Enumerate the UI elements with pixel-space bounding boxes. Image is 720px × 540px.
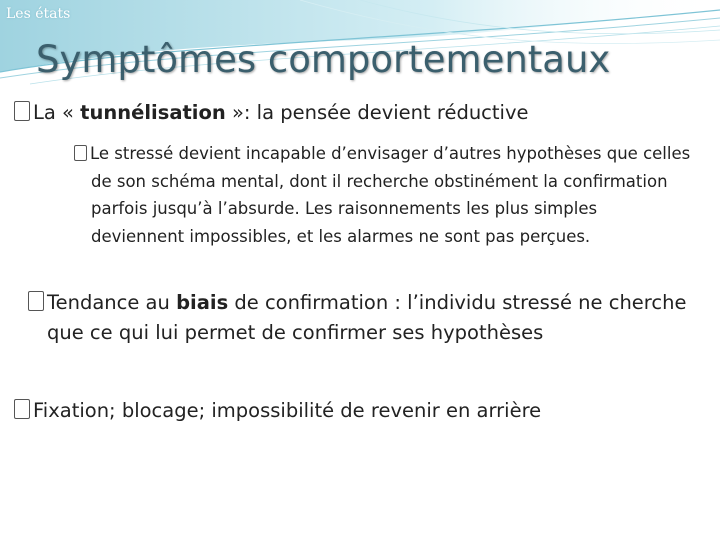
bullet-icon bbox=[14, 101, 30, 121]
sub-bullet-item bbox=[74, 140, 691, 250]
sub-bullet-text: Le stressé devient incapable d’envisager d’autres hypothèses que celles de son schéma mental, dont il recherche obstinément la confirmation parfois jusqu’à l’absurde. Les raisonnements les plus simples deviennent impossibles, et les alarmes ne sont pas perçues. bbox=[90, 144, 691, 246]
bullet-icon bbox=[14, 399, 30, 419]
bullet-text-pre: La « bbox=[33, 101, 81, 124]
bullet-item bbox=[14, 396, 694, 426]
bullet-text-bold: biais bbox=[176, 291, 229, 314]
bullet-item bbox=[14, 98, 694, 128]
bullet-text-post: de confirmation : l’individu stressé ne cherche que ce qui lui permet de confirmer ses hypothèses bbox=[47, 291, 687, 344]
bullet-item bbox=[14, 288, 709, 348]
bullet-text-post: »: la pensée devient réductive bbox=[225, 101, 529, 124]
bullet-icon bbox=[74, 145, 87, 161]
bullet-icon bbox=[28, 291, 44, 311]
slide-title: Symptômes comportementaux bbox=[36, 38, 611, 81]
section-label: Les états bbox=[6, 6, 71, 22]
bullet-text-bold: tunnélisation bbox=[80, 101, 226, 124]
bullet-text: Fixation; blocage; impossibilité de revenir en arrière bbox=[33, 399, 542, 422]
bullet-text-pre: Tendance au bbox=[47, 291, 177, 314]
